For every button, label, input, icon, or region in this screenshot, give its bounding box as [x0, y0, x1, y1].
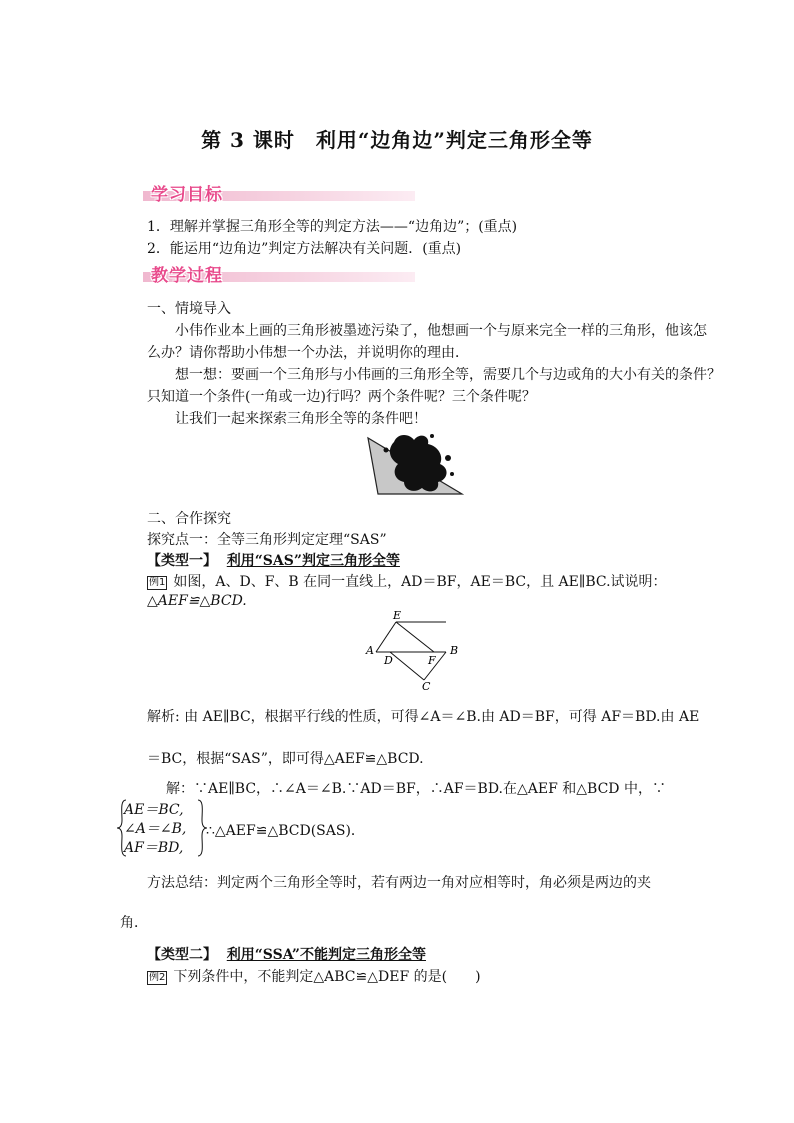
condition-1: AE＝BC, [124, 802, 184, 818]
method-summary-line: 角． [120, 915, 148, 931]
type2-bracket: 【类型二】 [147, 947, 217, 963]
example2-text: 下列条件中，不能判定△ABC≌△DEF 的是( ) [173, 969, 481, 985]
geometry-figure [360, 608, 470, 690]
label-e: E [393, 609, 402, 622]
goals-banner-label: 学习目标 [151, 185, 223, 205]
process-banner [143, 265, 415, 287]
intro-text-line: 小伟作业本上画的三角形被墨迹污染了，他想画一个与原来完全一样的三角形，他该怎 [175, 323, 707, 339]
example1-badge: 例1 [149, 577, 166, 588]
ink-spot [450, 472, 454, 476]
process-banner-label: 教学过程 [151, 266, 223, 286]
type2-heading [147, 944, 426, 964]
analysis-line: 解析: 由 AE∥BC，根据平行线的性质，可得∠A＝∠B.由 AD＝BF，可得 AF＝BD.由 AE [147, 709, 700, 725]
method-summary-line: 方法总结：判定两个三角形全等时，若有两边一角对应相等时，角必须是两边的夹 [147, 875, 651, 891]
type1-bracket: 【类型一】 [147, 553, 217, 569]
type1-title: 利用“SAS”判定三角形全等 [226, 553, 400, 569]
explore-invite: 让我们一起来探索三角形全等的条件吧！ [175, 411, 427, 427]
brace-conditions [124, 801, 186, 858]
segment-cd [390, 652, 424, 680]
brace-conclusion: ∴△AEF≌△BCD(SAS)． [206, 823, 365, 839]
example2-badge: 例2 [149, 972, 166, 983]
explore-point-1: 探究点一：全等三角形判定定理“SAS” [147, 532, 387, 548]
section2-heading: 二、合作探究 [147, 511, 231, 527]
ink-spot [430, 434, 434, 438]
label-b: B [450, 644, 459, 657]
intro-text-line: 么办？请你帮助小伟想一个办法，并说明你的理由． [147, 345, 469, 361]
goals-banner [143, 184, 415, 206]
example2-line [147, 966, 481, 986]
ink-spot [384, 448, 389, 453]
segment-ef [396, 622, 434, 652]
segment-ae [376, 622, 396, 652]
solution-line: 解：∵AE∥BC，∴∠A＝∠B.∵AD＝BF，∴AF＝BD.在△AEF 和△BCD 中，∵ [166, 781, 666, 797]
label-d: D [384, 654, 393, 667]
label-c: C [422, 680, 431, 690]
example1-conclusion: △AEF≌△BCD. [147, 593, 247, 609]
label-a: A [366, 644, 374, 657]
ink-stained-triangle-figure [364, 428, 464, 498]
label-f: F [428, 654, 436, 667]
think-text-line: 想一想：要画一个三角形与小伟画的三角形全等，需要几个与边或角的大小有关的条件？ [175, 367, 721, 383]
page-title: 第 3 课时 利用“边角边”判定三角形全等 [201, 128, 593, 152]
goal-item-2: 2．能运用“边角边”判定方法解决有关问题．(重点) [147, 241, 462, 257]
condition-3: AF＝BD, [124, 840, 184, 856]
type2-title: 利用“SSA”不能判定三角形全等 [226, 947, 426, 963]
example1-text: 如图，A、D、F、B 在同一直线上，AD＝BF，AE＝BC，且 AE∥BC.试说明： [173, 574, 667, 590]
analysis-line: ＝BC，根据“SAS”，即可得△AEF≌△BCD. [147, 751, 424, 767]
example1-line [147, 571, 667, 591]
type1-heading [147, 550, 400, 570]
ink-spot [445, 455, 451, 461]
think-text-line: 只知道一个条件(一角或一边)行吗？两个条件呢？三个条件呢？ [147, 389, 536, 405]
section1-heading: 一、情境导入 [147, 301, 231, 317]
condition-2: ∠A＝∠B, [124, 821, 187, 837]
goal-item-1: 1．理解并掌握三角形全等的判定方法——“边角边”；(重点) [147, 219, 518, 235]
